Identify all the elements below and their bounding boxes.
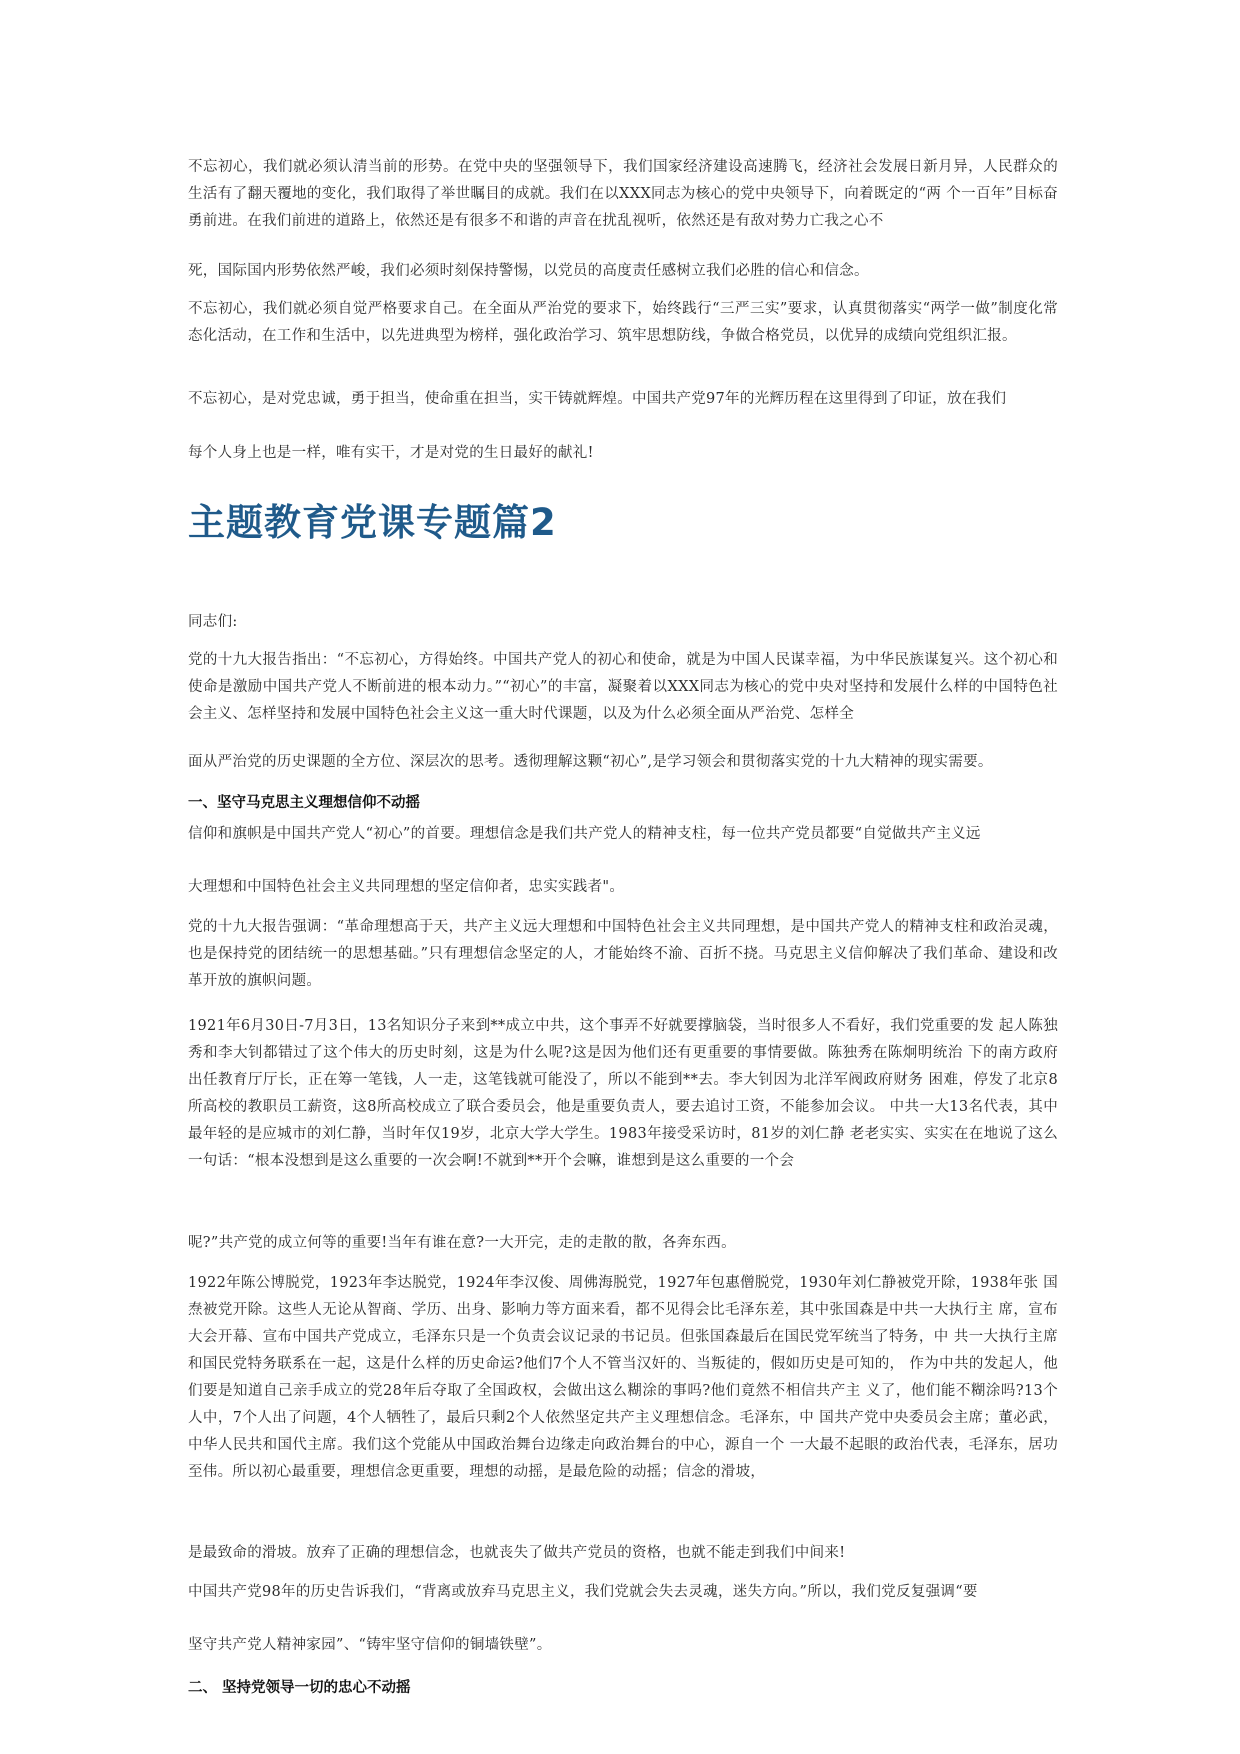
paragraph bbox=[188, 821, 1058, 848]
paragraph bbox=[188, 874, 1058, 901]
paragraph bbox=[188, 609, 1058, 636]
paragraph bbox=[188, 914, 1058, 995]
paragraph-text: 呢?”共产党的成立何等的重要!当年有谁在意?一大开完，走的走散的散，各奔东西。 bbox=[188, 1235, 736, 1251]
paragraph-text: 1922年陈公博脱党，1923年李达脱党，1924年李汉俊、周佛海脱党，1927年包惠僧脱党，1930年刘仁静被党开除，1938年张 国焘被党开除。这些人无论从智商、学历、出身、影响力等方面来看，都不见得会比毛泽东差，其中张国森是中共一大执行主 席，宣布大会开幕、宣布中国共产党成立，毛泽东只是一个负责会议记录的书记员。但张国森最后在国民党军统当了特务，中 共一大执行主席和国民党特务联系在一起，这是什么样的历史命运?他们7个人不管当汉奸的、当叛徒的，假如历史是可知的， 作为中共的发起人，他们要是知道自己亲手成立的党28年后夺取了全国政权，会做出这么糊涂的事吗?他们竟然不相信共产主 义了，他们能不糊涂吗?13个人中，7个人出了问题，4个人牺牲了，最后只剩2个人依然坚定共产主义理想信念。毛泽东，中 国共产党中央委员会主席；董必武，中华人民共和国代主席。我们这个党能从中国政治舞台边缘走向政治舞台的中心，源自一个 一大最不起眼的政治代表，毛泽东，居功至伟。所以初心最重要，理想信念更重要，理想的动摇，是最危险的动摇；信念的滑坡， bbox=[188, 1275, 1058, 1480]
paragraph-text: 死，国际国内形势依然严峻，我们必须时刻保持警惕，以党员的高度责任感树立我们必胜的信心和信念。 bbox=[188, 263, 869, 279]
paragraph-text: 党的十九大报告强调：“革命理想高于天，共产主义远大理想和中国特色社会主义共同理想，是中国共产党人的精神支柱和政治灵魂，也是保持党的团结统一的思想基础。”只有理想信念坚定的人，才能始终不渝、百折不挠。马克思主义信仰解决了我们革命、建设和改革开放的旗帜问题。 bbox=[188, 919, 1058, 989]
paragraph-text: 每个人身上也是一样，唯有实干，才是对党的生日最好的献礼! bbox=[188, 445, 594, 461]
paragraph-text: 信仰和旗帜是中国共产党人“初心”的首要。理想信念是我们共产党人的精神支柱，每一位共产党员都要“自觉做共产主义远 bbox=[188, 826, 981, 842]
paragraph-text: 不忘初心，是对党忠诚，勇于担当，使命重在担当，实干铸就辉煌。中国共产党97年的光辉历程在这里得到了印证，放在我们 bbox=[188, 391, 1007, 407]
paragraph bbox=[188, 1540, 1058, 1567]
paragraph-text: 党的十九大报告指出：“不忘初心，方得始终。中国共产党人的初心和使命，就是为中国人民谋幸福，为中华民族谋复兴。这个初心和使命是激励中国共产党人不断前进的根本动力。”“初心”的丰富，凝聚着以XXX同志为核心的党中央对坚持和发展什么样的中国特色社会主义、怎样坚持和发展中国特色社会主义这一重大时代课题，以及为什么必须全面从严治党、怎样全 bbox=[188, 652, 1058, 722]
paragraph-text: 中国共产党98年的历史告诉我们，“背离或放弃马克思主义，我们党就会失去灵魂，迷失方向。”所以，我们党反复强调“要 bbox=[188, 1584, 978, 1600]
paragraph bbox=[188, 1270, 1058, 1486]
salutation-text: 同志们: bbox=[188, 614, 238, 630]
paragraph bbox=[188, 296, 1058, 350]
subsection-heading: 一、坚守马克思主义理想信仰不动摇 bbox=[188, 795, 420, 811]
paragraph bbox=[188, 1579, 1058, 1606]
paragraph-text: 1921年6月30日-7月3日，13名知识分子来到**成立中共，这个事弄不好就要撑脑袋，当时很多人不看好，我们党重要的发 起人陈独秀和李大钊都错过了这个伟大的历史时刻，这是为什么呢?这是因为他们还有更重要的事情要做。陈独秀在陈炯明统治 下的南方政府出任教育厅厅长，正在筹一笔钱，人一走，这笔钱就可能没了，所以不能到**去。李大钊因为北洋军阀政府财务 困难，停发了北京8所高校的教职员工薪资，这8所高校成立了联合委员会，他是重要负责人，要去追讨工资，不能参加会议。 中共一大13名代表，其中最年轻的是应城市的刘仁静，当时年仅19岁，北京大学大学生。1983年接受采访时，81岁的刘仁静 老老实实、实实在在地说了这么一句话：“根本没想到是这么重要的一次会啊!不就到**开个会嘛，谁想到是这么重要的一个会 bbox=[188, 1018, 1058, 1169]
paragraph bbox=[188, 1632, 1058, 1659]
paragraph bbox=[188, 1013, 1058, 1175]
paragraph-text: 面从严治党的历史课题的全方位、深层次的思考。透彻理解这颗“初心”,是学习领会和贯彻落实党的十九大精神的现实需要。 bbox=[188, 754, 993, 770]
paragraph bbox=[188, 440, 1058, 467]
paragraph-text: 不忘初心，我们就必须自觉严格要求自己。在全面从严治党的要求下，始终践行“三严三实”要求，认真贯彻落实“两学一做”制度化常态化活动，在工作和生活中，以先进典型为榜样，强化政治学习、筑牢思想防线，争做合格党员，以优异的成绩向党组织汇报。 bbox=[188, 301, 1058, 344]
paragraph-text: 坚守共产党人精神家园”、“铸牢坚守信仰的铜墙铁壁”。 bbox=[188, 1637, 552, 1653]
paragraph-text: 是最致命的滑坡。放弃了正确的理想信念，也就丧失了做共产党员的资格，也就不能走到我们中间来! bbox=[188, 1545, 846, 1561]
paragraph bbox=[188, 749, 1058, 776]
paragraph bbox=[188, 386, 1058, 413]
paragraph-text: 大理想和中国特色社会主义共同理想的坚定信仰者，忠实实践者"。 bbox=[188, 879, 625, 895]
paragraph bbox=[188, 647, 1058, 728]
paragraph bbox=[188, 154, 1058, 235]
paragraph bbox=[188, 1230, 1058, 1257]
subsection-heading: 二、 坚持党领导一切的忠心不动摇 bbox=[188, 1680, 411, 1696]
paragraph bbox=[188, 258, 1058, 285]
paragraph-text: 不忘初心，我们就必须认清当前的形势。在党中央的坚强领导下，我们国家经济建设高速腾飞，经济社会发展日新月异，人民群众的生活有了翻天覆地的变化，我们取得了举世瞩目的成就。我们在以XXX同志为核心的党中央领导下，向着既定的“两 个一百年”目标奋勇前进。在我们前进的道路上，依然还是有很多不和谐的声音在扰乱视听，依然还是有敌对势力亡我之心不 bbox=[188, 159, 1058, 229]
section-heading: 主题教育党课专题篇2 bbox=[188, 501, 557, 544]
